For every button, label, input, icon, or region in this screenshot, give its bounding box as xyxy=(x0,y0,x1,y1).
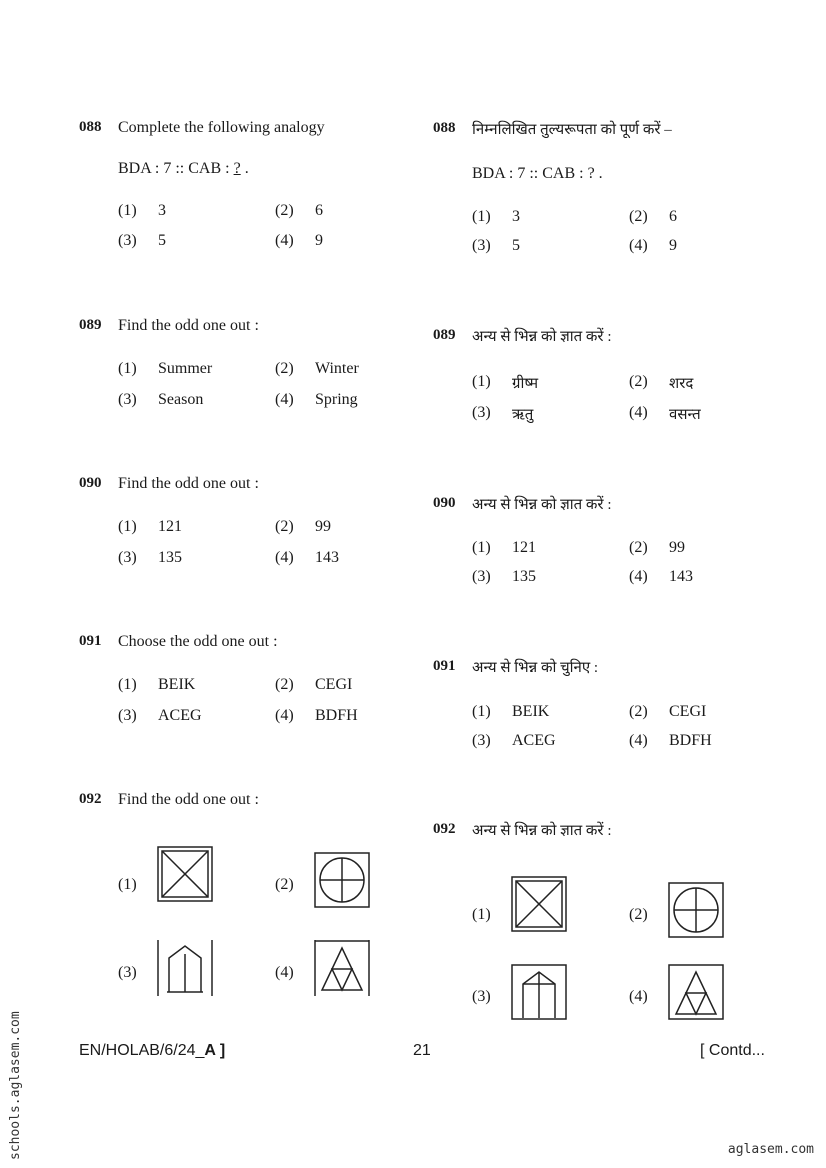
hindi-q090-option-4[interactable]: (4) 143 xyxy=(629,568,693,585)
hindi-q091-option-1[interactable]: (1) BEIK xyxy=(472,703,550,720)
question-088-analogy xyxy=(118,160,249,178)
hindi-question-088-analogy: BDA : 7 :: CAB : ? . xyxy=(472,165,603,182)
question-089-text: Find the odd one out : xyxy=(118,317,259,334)
q092-option-2-label[interactable]: (2) xyxy=(275,876,294,893)
hindi-q089-option-1[interactable]: (1) ग्रीष्म xyxy=(472,373,539,392)
q089-option-3[interactable]: (3) Season xyxy=(118,391,204,408)
page-number: 21 xyxy=(413,1042,431,1059)
q090-option-2[interactable]: (2) 99 xyxy=(275,518,331,535)
paper-set: A xyxy=(204,1042,216,1059)
question-088-text: Complete the following analogy xyxy=(118,119,325,136)
q089-option-1[interactable]: (1) Summer xyxy=(118,360,213,377)
paper-code-suffix: ] xyxy=(215,1042,226,1059)
paper-code xyxy=(79,1042,225,1060)
hindi-q090-option-2[interactable]: (2) 99 xyxy=(629,539,685,556)
hindi-q092-option-1-label[interactable]: (1) xyxy=(472,906,491,923)
hindi-question-092-text: अन्य से भिन्न को ज्ञात करें : xyxy=(472,823,612,839)
hindi-q091-option-2[interactable]: (2) CEGI xyxy=(629,703,707,720)
q092-option-3-label[interactable]: (3) xyxy=(118,964,137,981)
q091-option-1[interactable]: (1) BEIK xyxy=(118,676,196,693)
hindi-q088-option-1[interactable]: (1) 3 xyxy=(472,208,520,225)
analogy-pre: BDA : 7 :: CAB : xyxy=(118,160,234,177)
question-088-number: 088 xyxy=(79,119,102,135)
hindi-question-092-number: 092 xyxy=(433,821,456,837)
bottom-watermark: aglasem.com xyxy=(727,1142,814,1157)
hindi-q092-option-4-label[interactable]: (4) xyxy=(629,988,648,1005)
hindi-circle-with-cross-figure[interactable] xyxy=(668,882,724,938)
q092-option-1-label[interactable]: (1) xyxy=(118,876,137,893)
q089-option-2[interactable]: (2) Winter xyxy=(275,360,359,377)
hindi-question-088-number: 088 xyxy=(433,120,456,136)
q091-option-3[interactable]: (3) ACEG xyxy=(118,707,202,724)
house-pentagon-figure[interactable] xyxy=(157,940,213,996)
hindi-q091-option-3[interactable]: (3) ACEG xyxy=(472,732,556,749)
hindi-q089-option-4[interactable]: (4) वसन्त xyxy=(629,404,701,423)
q088-option-1[interactable]: (1) 3 xyxy=(118,202,166,219)
hindi-question-090-text: अन्य से भिन्न को ज्ञात करें : xyxy=(472,497,612,513)
hindi-question-090-number: 090 xyxy=(433,495,456,511)
question-090-number: 090 xyxy=(79,475,102,491)
hindi-question-089-number: 089 xyxy=(433,327,456,343)
hindi-q090-option-1[interactable]: (1) 121 xyxy=(472,539,536,556)
analogy-blank: ? xyxy=(233,160,241,177)
q088-option-2[interactable]: (2) 6 xyxy=(275,202,323,219)
question-092-number: 092 xyxy=(79,791,102,807)
q092-option-4-label[interactable]: (4) xyxy=(275,964,294,981)
contd-label: [ Contd... xyxy=(700,1042,765,1059)
q090-option-1[interactable]: (1) 121 xyxy=(118,518,182,535)
hindi-question-091-number: 091 xyxy=(433,658,456,674)
hindi-q088-option-2[interactable]: (2) 6 xyxy=(629,208,677,225)
q088-option-3[interactable]: (3) 5 xyxy=(118,232,166,249)
q091-option-2[interactable]: (2) CEGI xyxy=(275,676,353,693)
paper-code-prefix: EN/HOLAB/6/24_ xyxy=(79,1042,205,1059)
question-092-text: Find the odd one out : xyxy=(118,791,259,808)
question-091-text: Choose the odd one out : xyxy=(118,633,278,650)
square-with-x-figure[interactable] xyxy=(157,846,213,902)
hindi-question-091-text: अन्य से भिन्न को चुनिए : xyxy=(472,660,599,676)
hindi-house-pentagon-figure[interactable] xyxy=(511,964,567,1020)
analogy-post: . xyxy=(240,160,249,177)
question-090-text: Find the odd one out : xyxy=(118,475,259,492)
hindi-q089-option-3[interactable]: (3) ऋतु xyxy=(472,404,534,423)
q090-option-3[interactable]: (3) 135 xyxy=(118,549,182,566)
hindi-q091-option-4[interactable]: (4) BDFH xyxy=(629,732,712,749)
hindi-question-088-text: निम्नलिखित तुल्यरूपता को पूर्ण करें – xyxy=(472,122,672,138)
hindi-q092-option-3-label[interactable]: (3) xyxy=(472,988,491,1005)
hindi-square-with-x-figure[interactable] xyxy=(511,876,567,932)
hindi-question-089-text: अन्य से भिन्न को ज्ञात करें : xyxy=(472,329,612,345)
question-089-number: 089 xyxy=(79,317,102,333)
q089-option-4[interactable]: (4) Spring xyxy=(275,391,358,408)
side-watermark: schools.aglasem.com xyxy=(8,1011,23,1160)
triangle-in-square-figure[interactable] xyxy=(314,940,370,996)
circle-with-cross-figure[interactable] xyxy=(314,852,370,908)
q090-option-4[interactable]: (4) 143 xyxy=(275,549,339,566)
q091-option-4[interactable]: (4) BDFH xyxy=(275,707,358,724)
question-091-number: 091 xyxy=(79,633,102,649)
hindi-triangle-in-square-figure[interactable] xyxy=(668,964,724,1020)
hindi-q089-option-2[interactable]: (2) शरद xyxy=(629,373,694,392)
hindi-q088-option-4[interactable]: (4) 9 xyxy=(629,237,677,254)
q088-option-4[interactable]: (4) 9 xyxy=(275,232,323,249)
hindi-q092-option-2-label[interactable]: (2) xyxy=(629,906,648,923)
hindi-q088-option-3[interactable]: (3) 5 xyxy=(472,237,520,254)
hindi-q090-option-3[interactable]: (3) 135 xyxy=(472,568,536,585)
